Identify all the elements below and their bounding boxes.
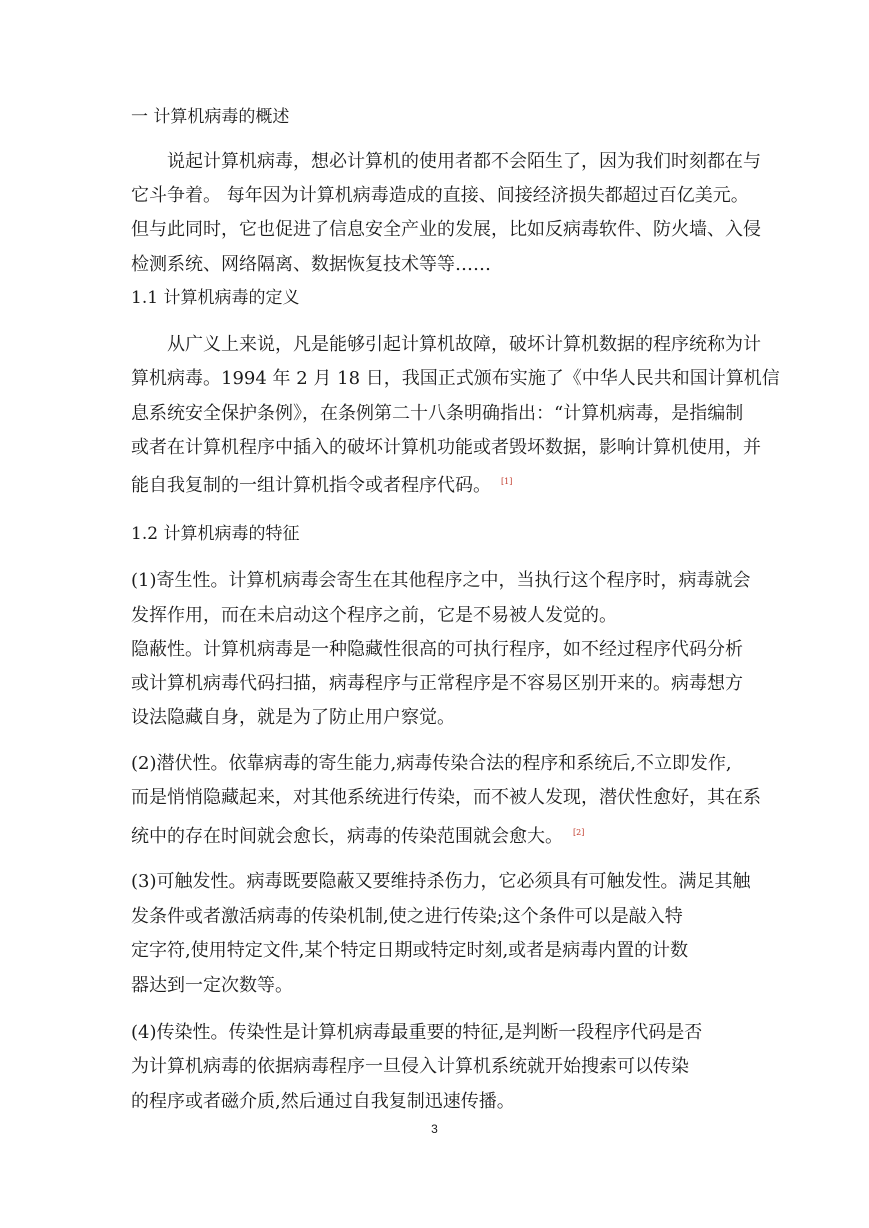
section-title: 一 计算机病毒的概述 — [131, 107, 290, 127]
feature1-line-3: 隐蔽性。计算机病毒是一种隐藏性很高的可执行程序，如不经过程序代码分析 — [131, 639, 743, 660]
feature1-line-1: (1)寄生性。计算机病毒会寄生在其他程序之中，当执行这个程序时，病毒就会 — [131, 570, 751, 591]
definition-line-4: 或者在计算机程序中插入的破坏计算机功能或者毁坏数据，影响计算机使用，并 — [131, 437, 761, 458]
page-number: 3 — [431, 1122, 438, 1136]
feature2-line-1: (2)潜伏性。依靠病毒的寄生能力,病毒传染合法的程序和系统后,不立即发作, — [131, 753, 732, 774]
intro-line-3: 但与此同时，它也促进了信息安全产业的发展，比如反病毒软件、防火墙、入侵 — [131, 219, 761, 240]
subsection-title-1-1: 1.1 计算机病毒的定义 — [131, 288, 300, 308]
feature1-line-2: 发挥作用，而在未启动这个程序之前，它是不易被人发觉的。 — [131, 605, 617, 626]
subsection-title-1-2: 1.2 计算机病毒的特征 — [131, 524, 300, 544]
feature2-line-3-text: 统中的存在时间就会愈长，病毒的传染范围就会愈大。 — [131, 826, 563, 847]
intro-line-1: 说起计算机病毒，想必计算机的使用者都不会陌生了，因为我们时刻都在与 — [167, 151, 761, 172]
definition-line-3: 息系统安全保护条例》，在条例第二十八条明确指出：“计算机病毒，是指编制 — [131, 403, 744, 424]
definition-line-5-text: 能自我复制的一组计算机指令或者程序代码。 — [131, 475, 491, 496]
feature1-line-4: 或计算机病毒代码扫描，病毒程序与正常程序是不容易区别开来的。病毒想方 — [131, 673, 743, 694]
feature4-line-1: (4)传染性。传染性是计算机病毒最重要的特征,是判断一段程序代码是否 — [131, 1022, 703, 1043]
feature4-line-2: 为计算机病毒的依据病毒程序一旦侵入计算机系统就开始搜索可以传染 — [131, 1056, 689, 1077]
intro-line-4: 检测系统、网络隔离、数据恢复技术等等…… — [131, 254, 491, 275]
definition-line-1: 从广义上来说，凡是能够引起计算机故障，破坏计算机数据的程序统称为计 — [167, 334, 761, 355]
reference-marker-2[interactable]: [2] — [573, 828, 585, 837]
intro-line-2: 它斗争着。 每年因为计算机病毒造成的直接、间接经济损失都超过百亿美元。 — [131, 185, 749, 206]
feature2-line-2: 而是悄悄隐藏起来，对其他系统进行传染，而不被人发现，潜伏性愈好，其在系 — [131, 787, 761, 808]
feature3-line-2: 发条件或者激活病毒的传染机制,使之进行传染;这个条件可以是敲入特 — [131, 906, 683, 927]
feature3-line-1: (3)可触发性。病毒既要隐蔽又要维持杀伤力，它必须具有可触发性。满足其触 — [131, 871, 751, 892]
reference-marker-1[interactable]: [1] — [501, 477, 513, 486]
definition-line-5 — [131, 470, 512, 498]
feature1-line-5: 设法隐藏自身，就是为了防止用户察觉。 — [131, 707, 455, 728]
feature2-line-3 — [131, 821, 584, 849]
feature4-line-3: 的程序或者磁介质,然后通过自我复制迅速传播。 — [131, 1091, 515, 1112]
feature3-line-3: 定字符,使用特定文件,某个特定日期或特定时刻,或者是病毒内置的计数 — [131, 940, 689, 961]
definition-line-2: 算机病毒。1994 年 2 月 18 日，我国正式颁布实施了《中华人民共和国计算机信 — [131, 368, 780, 389]
feature3-line-4: 器达到一定次数等。 — [131, 975, 293, 996]
